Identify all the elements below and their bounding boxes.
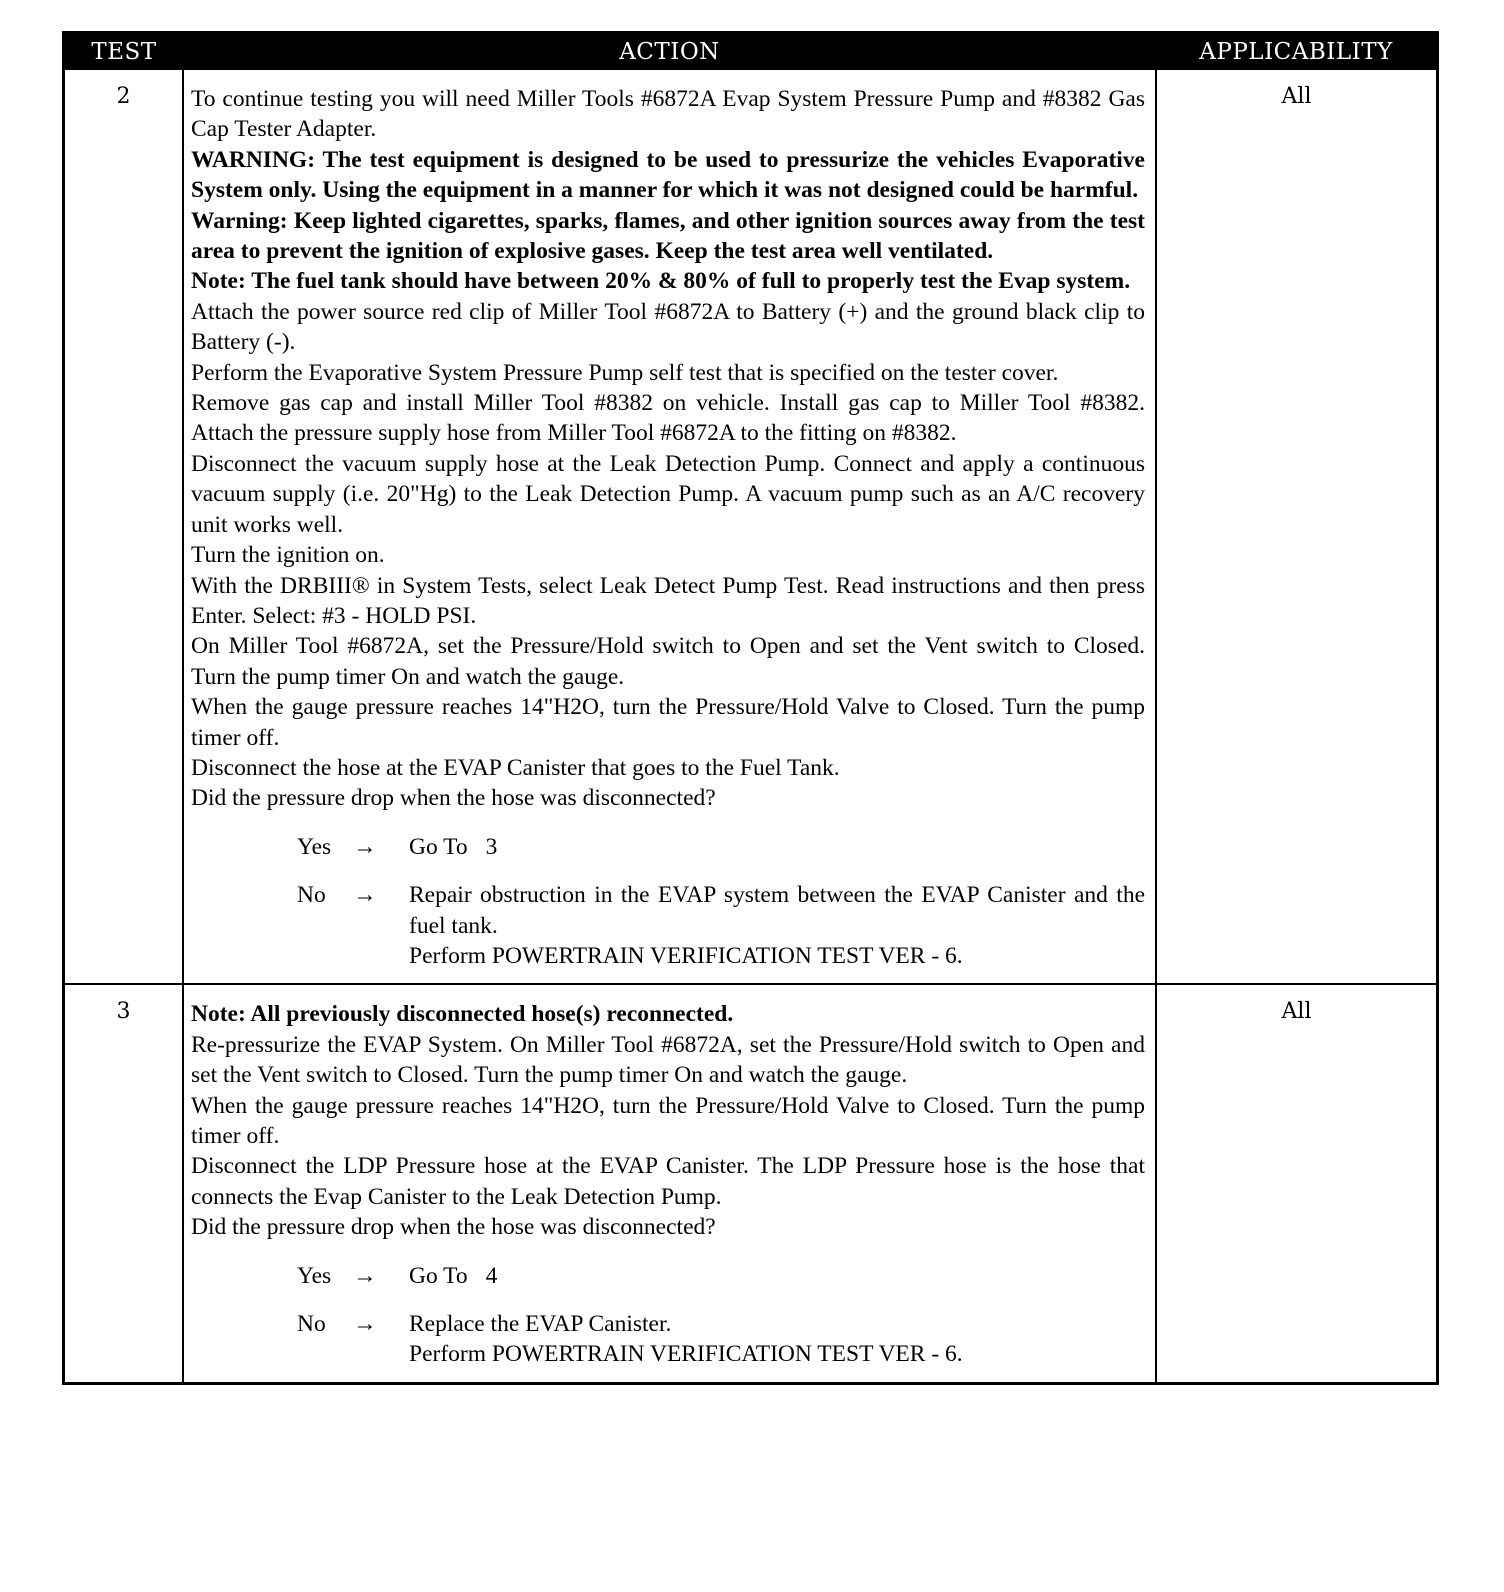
no-result-line: Perform POWERTRAIN VERIFICATION TEST VER - 6.	[409, 1341, 963, 1368]
header-action: ACTION	[183, 34, 1156, 70]
no-result	[409, 880, 1145, 971]
table-row-test-2	[65, 70, 1436, 984]
warning-paragraph: WARNING: The test equipment is designed to be used to pressurize the vehicles Evaporative System only. Using the equipment in a manner for which it was not designed could be harmful.	[191, 146, 1145, 204]
applicability-value: All	[1156, 984, 1436, 1381]
arrow-icon: →	[353, 882, 377, 909]
no-result-line: Repair obstruction in the EVAP system between the EVAP Canister and the fuel tank.	[409, 882, 1145, 939]
arrow-icon: →	[353, 1262, 377, 1289]
action-paragraph: Disconnect the hose at the EVAP Canister that goes to the Fuel Tank.	[191, 754, 840, 781]
question-paragraph: Did the pressure drop when the hose was disconnected?	[191, 1214, 716, 1241]
action-paragraph: Disconnect the vacuum supply hose at the Leak Detection Pump. Connect and apply a continuous vacuum supply (i.e. 20"Hg) to the Leak Detection Pump. A vacuum pump such as an A/C recovery unit works well.	[191, 450, 1145, 538]
yes-branch	[191, 1261, 1145, 1291]
header-test: TEST	[65, 34, 183, 70]
no-branch	[191, 1309, 1145, 1370]
yes-label: Yes	[297, 1262, 332, 1289]
no-label: No	[297, 882, 326, 909]
applicability-value: All	[1156, 70, 1436, 984]
test-table	[65, 34, 1436, 1382]
action-paragraph: When the gauge pressure reaches 14"H2O, turn the Pressure/Hold Valve to Closed. Turn the pump timer off.	[191, 1092, 1145, 1149]
diagnostic-test-table	[62, 31, 1439, 1385]
action-cell	[183, 984, 1156, 1381]
yes-result	[409, 1261, 1145, 1291]
action-paragraph: Re-pressurize the EVAP System. On Miller Tool #6872A, set the Pressure/Hold switch to Open and set the Vent switch to Closed. Turn the pump timer On and watch the gauge.	[191, 1031, 1145, 1089]
no-result-line: Replace the EVAP Canister.	[409, 1311, 672, 1338]
arrow-icon: →	[353, 1311, 377, 1338]
yes-result	[409, 832, 1145, 862]
goto-number: 3	[485, 833, 498, 860]
action-paragraph: When the gauge pressure reaches 14"H2O, turn the Pressure/Hold Valve to Closed. Turn the pump timer off.	[191, 694, 1145, 751]
action-paragraph: Disconnect the LDP Pressure hose at the EVAP Canister. The LDP Pressure hose is the hose that connects the Evap Canister to the Leak Detection Pump.	[191, 1153, 1145, 1210]
test-number: 3	[65, 984, 183, 1381]
no-result-line: Perform POWERTRAIN VERIFICATION TEST VER - 6.	[409, 942, 963, 969]
action-paragraph: On Miller Tool #6872A, set the Pressure/Hold switch to Open and set the Vent switch to Closed. Turn the pump timer On and watch the gauge.	[191, 633, 1145, 690]
action-paragraph: Remove gas cap and install Miller Tool #8382 on vehicle. Install gas cap to Miller Tool #8382. Attach the pressure supply hose from Miller Tool #6872A to the fitting on #8382.	[191, 390, 1145, 447]
no-label: No	[297, 1311, 326, 1338]
header-row	[65, 34, 1436, 70]
table-row-test-3	[65, 984, 1436, 1381]
yes-branch	[191, 832, 1145, 862]
action-paragraph: Perform the Evaporative System Pressure Pump self test that is specified on the tester cover.	[191, 359, 1059, 386]
question-paragraph: Did the pressure drop when the hose was disconnected?	[191, 785, 716, 812]
action-paragraph: Attach the power source red clip of Miller Tool #6872A to Battery (+) and the ground black clip to Battery (-).	[191, 298, 1145, 356]
arrow-icon: →	[353, 833, 377, 860]
warning-paragraph: Warning: Keep lighted cigarettes, sparks, flames, and other ignition sources away from the test area to prevent the ignition of explosive gases. Keep the test area well ventilated.	[191, 207, 1145, 265]
note-paragraph: Note: All previously disconnected hose(s) reconnected.	[191, 1001, 734, 1028]
action-paragraph: With the DRBIII® in System Tests, select Leak Detect Pump Test. Read instructions and then press Enter. Select: #3 - HOLD PSI.	[191, 572, 1145, 629]
action-paragraph: To continue testing you will need Miller Tools #6872A Evap System Pressure Pump and #8382 Gas Cap Tester Adapter.	[191, 86, 1145, 143]
yes-label: Yes	[297, 833, 332, 860]
test-number: 2	[65, 70, 183, 984]
no-result	[409, 1309, 1145, 1370]
action-paragraph: Turn the ignition on.	[191, 542, 385, 569]
goto-label: Go To	[409, 1262, 468, 1289]
action-cell	[183, 70, 1156, 984]
note-paragraph: Note: The fuel tank should have between 20% & 80% of full to properly test the Evap system.	[191, 268, 1131, 295]
goto-label: Go To	[409, 833, 468, 860]
no-branch	[191, 880, 1145, 971]
goto-number: 4	[485, 1262, 498, 1289]
header-applicability: APPLICABILITY	[1156, 34, 1436, 70]
